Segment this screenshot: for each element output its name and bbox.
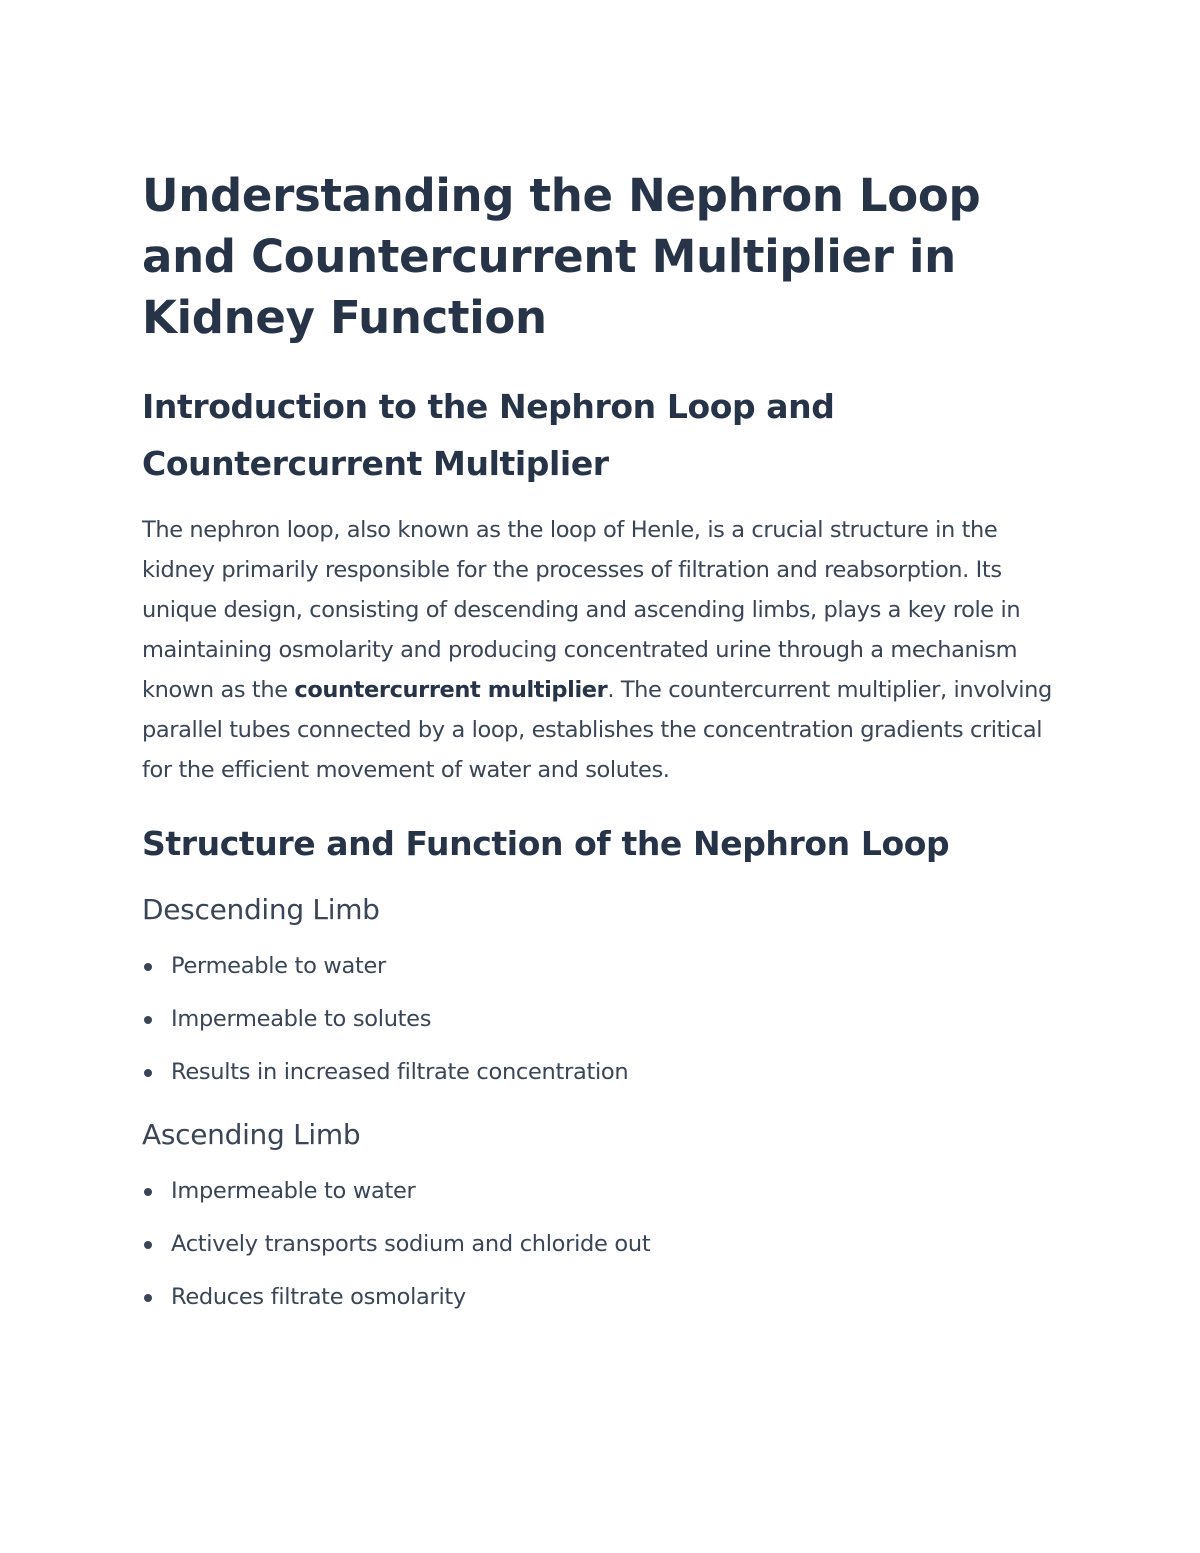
document-page	[142, 165, 1062, 1324]
list-item-text: Results in increased filtrate concentration	[171, 1059, 629, 1085]
bullet-icon	[144, 1016, 152, 1024]
document-title: Understanding the Nephron Loop and Countercurrent Multiplier in Kidney Function	[142, 169, 981, 344]
intro-text-start: The nephron loop, also known as the loop of Henle, is a crucial structure in the kidney primarily responsible for the processes of filtration and reabsorption. Its unique design, consisting of descending and ascending limbs, plays a key role in maintaining osmolarity and producing concentrated urine through a mechanism known as the	[142, 517, 1021, 703]
list-item	[142, 1271, 1062, 1324]
list-item	[142, 1218, 1062, 1271]
ascending-limb-list	[142, 1165, 1062, 1324]
list-item-text: Actively transports sodium and chloride out	[171, 1231, 651, 1257]
list-item	[142, 1046, 1062, 1099]
structure-heading: Structure and Function of the Nephron Loop	[142, 824, 950, 863]
list-item-text: Impermeable to solutes	[171, 1006, 432, 1032]
countercurrent-multiplier-term: countercurrent multiplier	[294, 677, 608, 703]
intro-heading: Introduction to the Nephron Loop and Countercurrent Multiplier	[142, 387, 835, 483]
intro-text-end: . The countercurrent multiplier, involving parallel tubes connected by a loop, establishes the concentration gradients critical for the efficient movement of water and solutes.	[142, 677, 1052, 783]
list-item	[142, 993, 1062, 1046]
bullet-icon	[144, 1294, 152, 1302]
bullet-icon	[144, 1241, 152, 1249]
list-item	[142, 1165, 1062, 1218]
bullet-icon	[144, 963, 152, 971]
bullet-icon	[144, 1069, 152, 1077]
ascending-limb-heading: Ascending Limb	[142, 1118, 361, 1151]
descending-limb-list	[142, 940, 1062, 1099]
list-item-text: Permeable to water	[171, 953, 386, 979]
list-item-text: Impermeable to water	[171, 1178, 416, 1204]
list-item	[142, 940, 1062, 993]
list-item-text: Reduces filtrate osmolarity	[171, 1284, 466, 1310]
descending-limb-heading: Descending Limb	[142, 893, 380, 926]
intro-paragraph	[142, 510, 1062, 790]
bullet-icon	[144, 1188, 152, 1196]
